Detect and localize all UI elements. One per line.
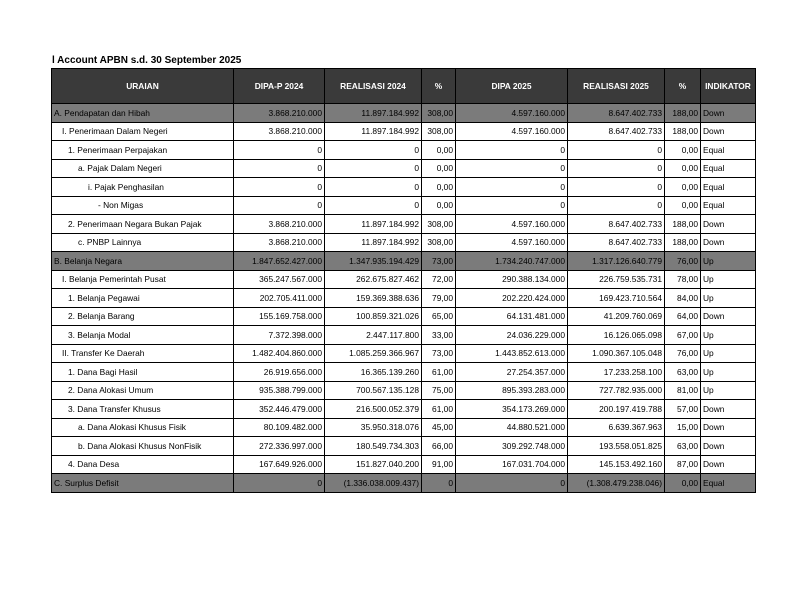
cell-realisasi-2025: 226.759.535.731 [568, 270, 665, 289]
cell-indikator: Down [701, 233, 756, 252]
cell-dipa-2024: 1.482.404.860.000 [234, 344, 325, 363]
cell-indikator: Equal [701, 474, 756, 493]
cell-dipa-2024: 80.109.482.000 [234, 418, 325, 437]
cell-percent-2024: 33,00 [422, 326, 456, 345]
cell-percent-2025: 76,00 [665, 344, 701, 363]
row-label: 1. Belanja Pegawai [52, 289, 234, 308]
cell-realisasi-2024: 0 [325, 159, 422, 178]
cell-dipa-2025: 1.443.852.613.000 [456, 344, 568, 363]
cell-realisasi-2024: 11.897.184.992 [325, 215, 422, 234]
table-row [52, 159, 756, 178]
cell-realisasi-2024: 11.897.184.992 [325, 122, 422, 141]
cell-percent-2024: 66,00 [422, 437, 456, 456]
cell-dipa-2025: 895.393.283.000 [456, 381, 568, 400]
cell-realisasi-2025: 8.647.402.733 [568, 122, 665, 141]
cell-dipa-2025: 354.173.269.000 [456, 400, 568, 419]
row-label: II. Transfer Ke Daerah [52, 344, 234, 363]
cell-percent-2025: 188,00 [665, 233, 701, 252]
cell-realisasi-2025: 727.782.935.000 [568, 381, 665, 400]
row-label: a. Pajak Dalam Negeri [52, 159, 234, 178]
cell-realisasi-2025: 169.423.710.564 [568, 289, 665, 308]
cell-realisasi-2024: 1.347.935.194.429 [325, 252, 422, 271]
cell-percent-2024: 308,00 [422, 233, 456, 252]
cell-dipa-2024: 1.847.652.427.000 [234, 252, 325, 271]
cell-percent-2024: 45,00 [422, 418, 456, 437]
row-label: b. Dana Alokasi Khusus NonFisik [52, 437, 234, 456]
cell-percent-2024: 0,00 [422, 141, 456, 160]
cell-percent-2025: 81,00 [665, 381, 701, 400]
row-label: 3. Dana Transfer Khusus [52, 400, 234, 419]
cell-dipa-2024: 167.649.926.000 [234, 455, 325, 474]
cell-dipa-2024: 272.336.997.000 [234, 437, 325, 456]
cell-percent-2025: 57,00 [665, 400, 701, 419]
cell-percent-2025: 188,00 [665, 122, 701, 141]
cell-realisasi-2024: 0 [325, 178, 422, 197]
table-row [52, 455, 756, 474]
row-label: - Non Migas [52, 196, 234, 215]
cell-indikator: Down [701, 437, 756, 456]
cell-indikator: Up [701, 326, 756, 345]
cell-dipa-2024: 26.919.656.000 [234, 363, 325, 382]
cell-dipa-2024: 0 [234, 474, 325, 493]
cell-percent-2025: 15,00 [665, 418, 701, 437]
row-label: I. Belanja Pemerintah Pusat [52, 270, 234, 289]
cell-dipa-2024: 7.372.398.000 [234, 326, 325, 345]
cell-realisasi-2025: 16.126.065.098 [568, 326, 665, 345]
table-row [52, 141, 756, 160]
cell-percent-2024: 0,00 [422, 159, 456, 178]
cell-realisasi-2024: 0 [325, 141, 422, 160]
cell-dipa-2025: 4.597.160.000 [456, 215, 568, 234]
cell-realisasi-2025: 17.233.258.100 [568, 363, 665, 382]
header-dipa-2024: DIPA-P 2024 [234, 69, 325, 104]
cell-percent-2025: 87,00 [665, 455, 701, 474]
cell-percent-2025: 84,00 [665, 289, 701, 308]
header-realisasi-2024: REALISASI 2024 [325, 69, 422, 104]
apbn-table [51, 68, 756, 493]
row-label: C. Surplus Defisit [52, 474, 234, 493]
cell-dipa-2025: 0 [456, 474, 568, 493]
cell-realisasi-2025: 200.197.419.788 [568, 400, 665, 419]
cell-realisasi-2025: 0 [568, 141, 665, 160]
cell-percent-2024: 72,00 [422, 270, 456, 289]
cell-realisasi-2024: 35.950.318.076 [325, 418, 422, 437]
cell-dipa-2024: 0 [234, 178, 325, 197]
cell-dipa-2025: 309.292.748.000 [456, 437, 568, 456]
cell-dipa-2025: 24.036.229.000 [456, 326, 568, 345]
cell-dipa-2025: 4.597.160.000 [456, 122, 568, 141]
cell-percent-2025: 78,00 [665, 270, 701, 289]
table-row [52, 215, 756, 234]
cell-dipa-2025: 202.220.424.000 [456, 289, 568, 308]
cell-dipa-2024: 202.705.411.000 [234, 289, 325, 308]
cell-percent-2024: 73,00 [422, 252, 456, 271]
table-row [52, 289, 756, 308]
table-row [52, 326, 756, 345]
header-dipa-2025: DIPA 2025 [456, 69, 568, 104]
cell-percent-2024: 75,00 [422, 381, 456, 400]
cell-dipa-2025: 4.597.160.000 [456, 233, 568, 252]
cell-realisasi-2024: 180.549.734.303 [325, 437, 422, 456]
cell-percent-2024: 0,00 [422, 196, 456, 215]
row-label: 1. Penerimaan Perpajakan [52, 141, 234, 160]
table-row [52, 400, 756, 419]
cell-percent-2024: 308,00 [422, 122, 456, 141]
header-percent-2025: % [665, 69, 701, 104]
cell-dipa-2024: 352.446.479.000 [234, 400, 325, 419]
table-row [52, 252, 756, 271]
cell-indikator: Up [701, 344, 756, 363]
table-row [52, 418, 756, 437]
cell-indikator: Down [701, 104, 756, 123]
cell-percent-2025: 64,00 [665, 307, 701, 326]
cell-dipa-2024: 3.868.210.000 [234, 215, 325, 234]
cell-percent-2025: 0,00 [665, 159, 701, 178]
cell-indikator: Equal [701, 178, 756, 197]
cell-realisasi-2025: 0 [568, 178, 665, 197]
cell-percent-2024: 0,00 [422, 178, 456, 197]
row-label: 1. Dana Bagi Hasil [52, 363, 234, 382]
header-row [52, 69, 756, 104]
cell-realisasi-2025: 0 [568, 196, 665, 215]
cell-dipa-2024: 3.868.210.000 [234, 104, 325, 123]
report-title: l Account APBN s.d. 30 September 2025 [52, 55, 242, 66]
cell-dipa-2025: 0 [456, 141, 568, 160]
table-row [52, 437, 756, 456]
cell-percent-2025: 188,00 [665, 215, 701, 234]
cell-dipa-2024: 365.247.567.000 [234, 270, 325, 289]
cell-percent-2024: 308,00 [422, 104, 456, 123]
row-label: 3. Belanja Modal [52, 326, 234, 345]
cell-realisasi-2024: 216.500.052.379 [325, 400, 422, 419]
cell-percent-2024: 91,00 [422, 455, 456, 474]
cell-indikator: Down [701, 307, 756, 326]
cell-indikator: Down [701, 455, 756, 474]
cell-realisasi-2024: 16.365.139.260 [325, 363, 422, 382]
cell-realisasi-2024: 2.447.117.800 [325, 326, 422, 345]
cell-dipa-2025: 0 [456, 159, 568, 178]
cell-indikator: Down [701, 418, 756, 437]
cell-realisasi-2025: 145.153.492.160 [568, 455, 665, 474]
cell-percent-2025: 67,00 [665, 326, 701, 345]
cell-realisasi-2025: (1.308.479.238.046) [568, 474, 665, 493]
cell-indikator: Up [701, 363, 756, 382]
cell-realisasi-2024: 151.827.040.200 [325, 455, 422, 474]
cell-realisasi-2025: 8.647.402.733 [568, 233, 665, 252]
cell-dipa-2025: 0 [456, 178, 568, 197]
cell-percent-2025: 76,00 [665, 252, 701, 271]
table-row [52, 270, 756, 289]
row-label: A. Pendapatan dan Hibah [52, 104, 234, 123]
cell-indikator: Up [701, 252, 756, 271]
cell-percent-2024: 61,00 [422, 400, 456, 419]
table-row [52, 363, 756, 382]
table-row [52, 104, 756, 123]
cell-percent-2024: 308,00 [422, 215, 456, 234]
table-row [52, 122, 756, 141]
cell-realisasi-2025: 6.639.367.963 [568, 418, 665, 437]
cell-dipa-2025: 167.031.704.000 [456, 455, 568, 474]
cell-percent-2025: 188,00 [665, 104, 701, 123]
cell-realisasi-2024: 100.859.321.026 [325, 307, 422, 326]
cell-realisasi-2024: 0 [325, 196, 422, 215]
cell-realisasi-2025: 8.647.402.733 [568, 104, 665, 123]
row-label: 2. Penerimaan Negara Bukan Pajak [52, 215, 234, 234]
cell-dipa-2024: 3.868.210.000 [234, 122, 325, 141]
cell-dipa-2025: 0 [456, 196, 568, 215]
table-row [52, 233, 756, 252]
cell-realisasi-2024: 159.369.388.636 [325, 289, 422, 308]
cell-indikator: Up [701, 270, 756, 289]
cell-realisasi-2025: 1.317.126.640.779 [568, 252, 665, 271]
cell-realisasi-2025: 8.647.402.733 [568, 215, 665, 234]
cell-realisasi-2024: 262.675.827.462 [325, 270, 422, 289]
cell-percent-2024: 73,00 [422, 344, 456, 363]
cell-percent-2024: 61,00 [422, 363, 456, 382]
cell-percent-2025: 63,00 [665, 437, 701, 456]
cell-realisasi-2025: 0 [568, 159, 665, 178]
cell-dipa-2024: 0 [234, 141, 325, 160]
header-uraian: URAIAN [52, 69, 234, 104]
cell-dipa-2025: 64.131.481.000 [456, 307, 568, 326]
cell-realisasi-2025: 1.090.367.105.048 [568, 344, 665, 363]
cell-percent-2025: 63,00 [665, 363, 701, 382]
cell-indikator: Down [701, 215, 756, 234]
table-row [52, 474, 756, 493]
row-label: I. Penerimaan Dalam Negeri [52, 122, 234, 141]
cell-percent-2024: 0 [422, 474, 456, 493]
cell-dipa-2025: 27.254.357.000 [456, 363, 568, 382]
cell-indikator: Up [701, 381, 756, 400]
cell-percent-2025: 0,00 [665, 141, 701, 160]
row-label: 2. Dana Alokasi Umum [52, 381, 234, 400]
header-indikator: INDIKATOR [701, 69, 756, 104]
table-row [52, 344, 756, 363]
table-row [52, 307, 756, 326]
header-percent-2024: % [422, 69, 456, 104]
cell-indikator: Equal [701, 159, 756, 178]
cell-dipa-2024: 0 [234, 159, 325, 178]
cell-indikator: Equal [701, 196, 756, 215]
cell-percent-2024: 79,00 [422, 289, 456, 308]
cell-dipa-2024: 3.868.210.000 [234, 233, 325, 252]
cell-dipa-2025: 4.597.160.000 [456, 104, 568, 123]
cell-dipa-2025: 290.388.134.000 [456, 270, 568, 289]
cell-realisasi-2025: 41.209.760.069 [568, 307, 665, 326]
cell-realisasi-2025: 193.558.051.825 [568, 437, 665, 456]
cell-realisasi-2024: (1.336.038.009.437) [325, 474, 422, 493]
cell-dipa-2025: 44.880.521.000 [456, 418, 568, 437]
cell-realisasi-2024: 11.897.184.992 [325, 104, 422, 123]
cell-percent-2025: 0,00 [665, 178, 701, 197]
header-realisasi-2025: REALISASI 2025 [568, 69, 665, 104]
cell-realisasi-2024: 1.085.259.366.967 [325, 344, 422, 363]
cell-indikator: Up [701, 289, 756, 308]
cell-percent-2025: 0,00 [665, 474, 701, 493]
row-label: 2. Belanja Barang [52, 307, 234, 326]
row-label: i. Pajak Penghasilan [52, 178, 234, 197]
row-label: 4. Dana Desa [52, 455, 234, 474]
cell-realisasi-2024: 700.567.135.128 [325, 381, 422, 400]
table-row [52, 381, 756, 400]
cell-indikator: Equal [701, 141, 756, 160]
cell-indikator: Down [701, 122, 756, 141]
cell-dipa-2025: 1.734.240.747.000 [456, 252, 568, 271]
table-row [52, 178, 756, 197]
cell-realisasi-2024: 11.897.184.992 [325, 233, 422, 252]
cell-dipa-2024: 155.169.758.000 [234, 307, 325, 326]
cell-dipa-2024: 0 [234, 196, 325, 215]
cell-percent-2024: 65,00 [422, 307, 456, 326]
cell-indikator: Down [701, 400, 756, 419]
cell-percent-2025: 0,00 [665, 196, 701, 215]
table-row [52, 196, 756, 215]
row-label: c. PNBP Lainnya [52, 233, 234, 252]
row-label: B. Belanja Negara [52, 252, 234, 271]
row-label: a. Dana Alokasi Khusus Fisik [52, 418, 234, 437]
cell-dipa-2024: 935.388.799.000 [234, 381, 325, 400]
